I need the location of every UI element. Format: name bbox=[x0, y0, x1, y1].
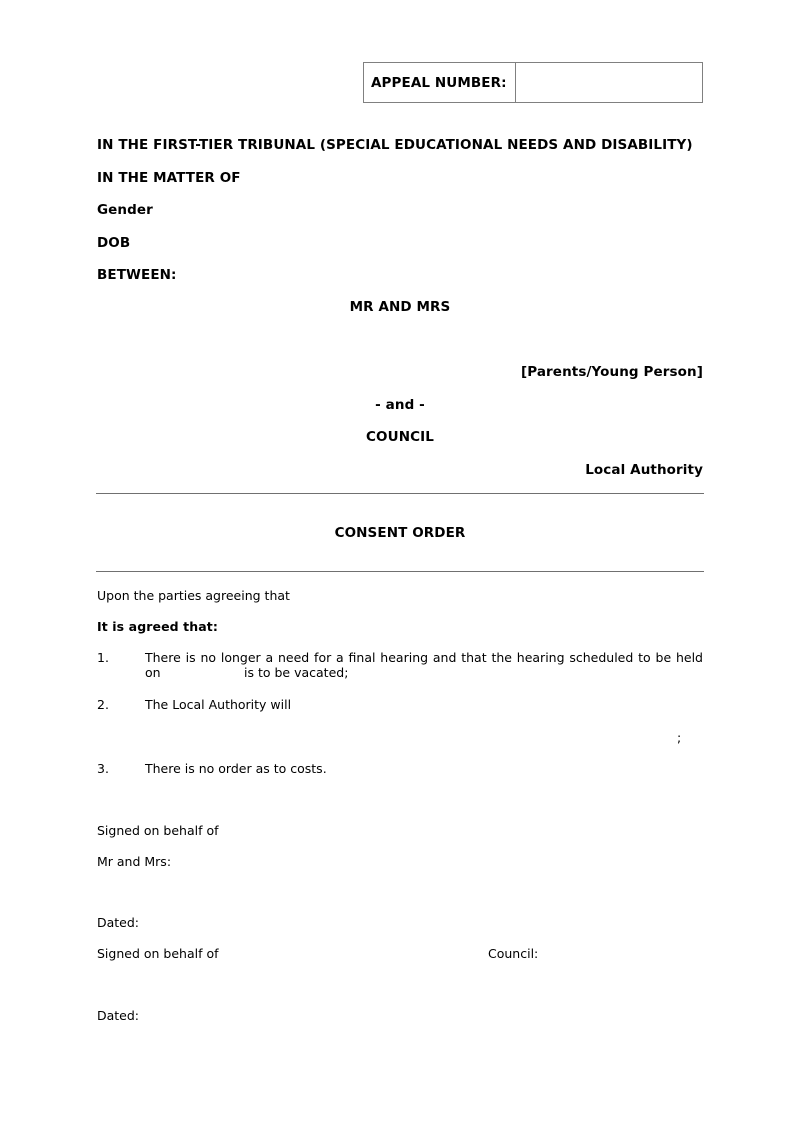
item-1-number: 1. bbox=[97, 650, 109, 665]
item-1-on: on bbox=[145, 665, 161, 680]
item-2-number: 2. bbox=[97, 697, 109, 712]
dated-council-label: Dated: bbox=[97, 1008, 140, 1023]
signed-behalf-council-label: Signed on behalf of bbox=[97, 946, 219, 961]
appeal-number-box bbox=[363, 62, 703, 103]
and-separator: - and - bbox=[375, 397, 425, 413]
order-title: CONSENT ORDER bbox=[334, 525, 466, 541]
dated-parents-label: Dated: bbox=[97, 915, 140, 930]
tribunal-heading: IN THE FIRST-TIER TRIBUNAL (SPECIAL EDUCATIONAL NEEDS AND DISABILITY) bbox=[97, 137, 693, 153]
item-2-text: The Local Authority will bbox=[145, 697, 292, 712]
item-1-vacated: is to be vacated; bbox=[244, 665, 349, 680]
item-3-text: There is no order as to costs. bbox=[145, 761, 327, 776]
preamble-text: Upon the parties agreeing that bbox=[97, 588, 290, 603]
divider-bottom bbox=[96, 571, 704, 572]
divider-top bbox=[96, 493, 704, 494]
between-label: BETWEEN: bbox=[97, 267, 177, 283]
dob-label: DOB bbox=[97, 235, 131, 251]
mr-and-mrs-label: Mr and Mrs: bbox=[97, 854, 172, 869]
appeal-number-field[interactable] bbox=[516, 63, 702, 102]
agreed-heading: It is agreed that: bbox=[97, 619, 218, 634]
gender-label: Gender bbox=[97, 202, 153, 218]
appeal-number-label-cell bbox=[364, 63, 516, 102]
item-1-line1: There is no longer a need for a final hearing and that the hearing scheduled to be held bbox=[145, 650, 703, 665]
applicant-role: [Parents/Young Person] bbox=[520, 364, 703, 380]
appeal-number-label: APPEAL NUMBER: bbox=[371, 74, 507, 91]
item-3-number: 3. bbox=[97, 761, 109, 776]
matter-of-heading: IN THE MATTER OF bbox=[97, 170, 241, 186]
applicant-name: MR AND MRS bbox=[349, 299, 451, 315]
item-2-semicolon: ; bbox=[677, 730, 682, 745]
respondent-role: Local Authority bbox=[585, 462, 703, 478]
signed-behalf-parents-label: Signed on behalf of bbox=[97, 823, 219, 838]
council-label: Council: bbox=[488, 946, 539, 961]
respondent-name: COUNCIL bbox=[366, 429, 434, 445]
